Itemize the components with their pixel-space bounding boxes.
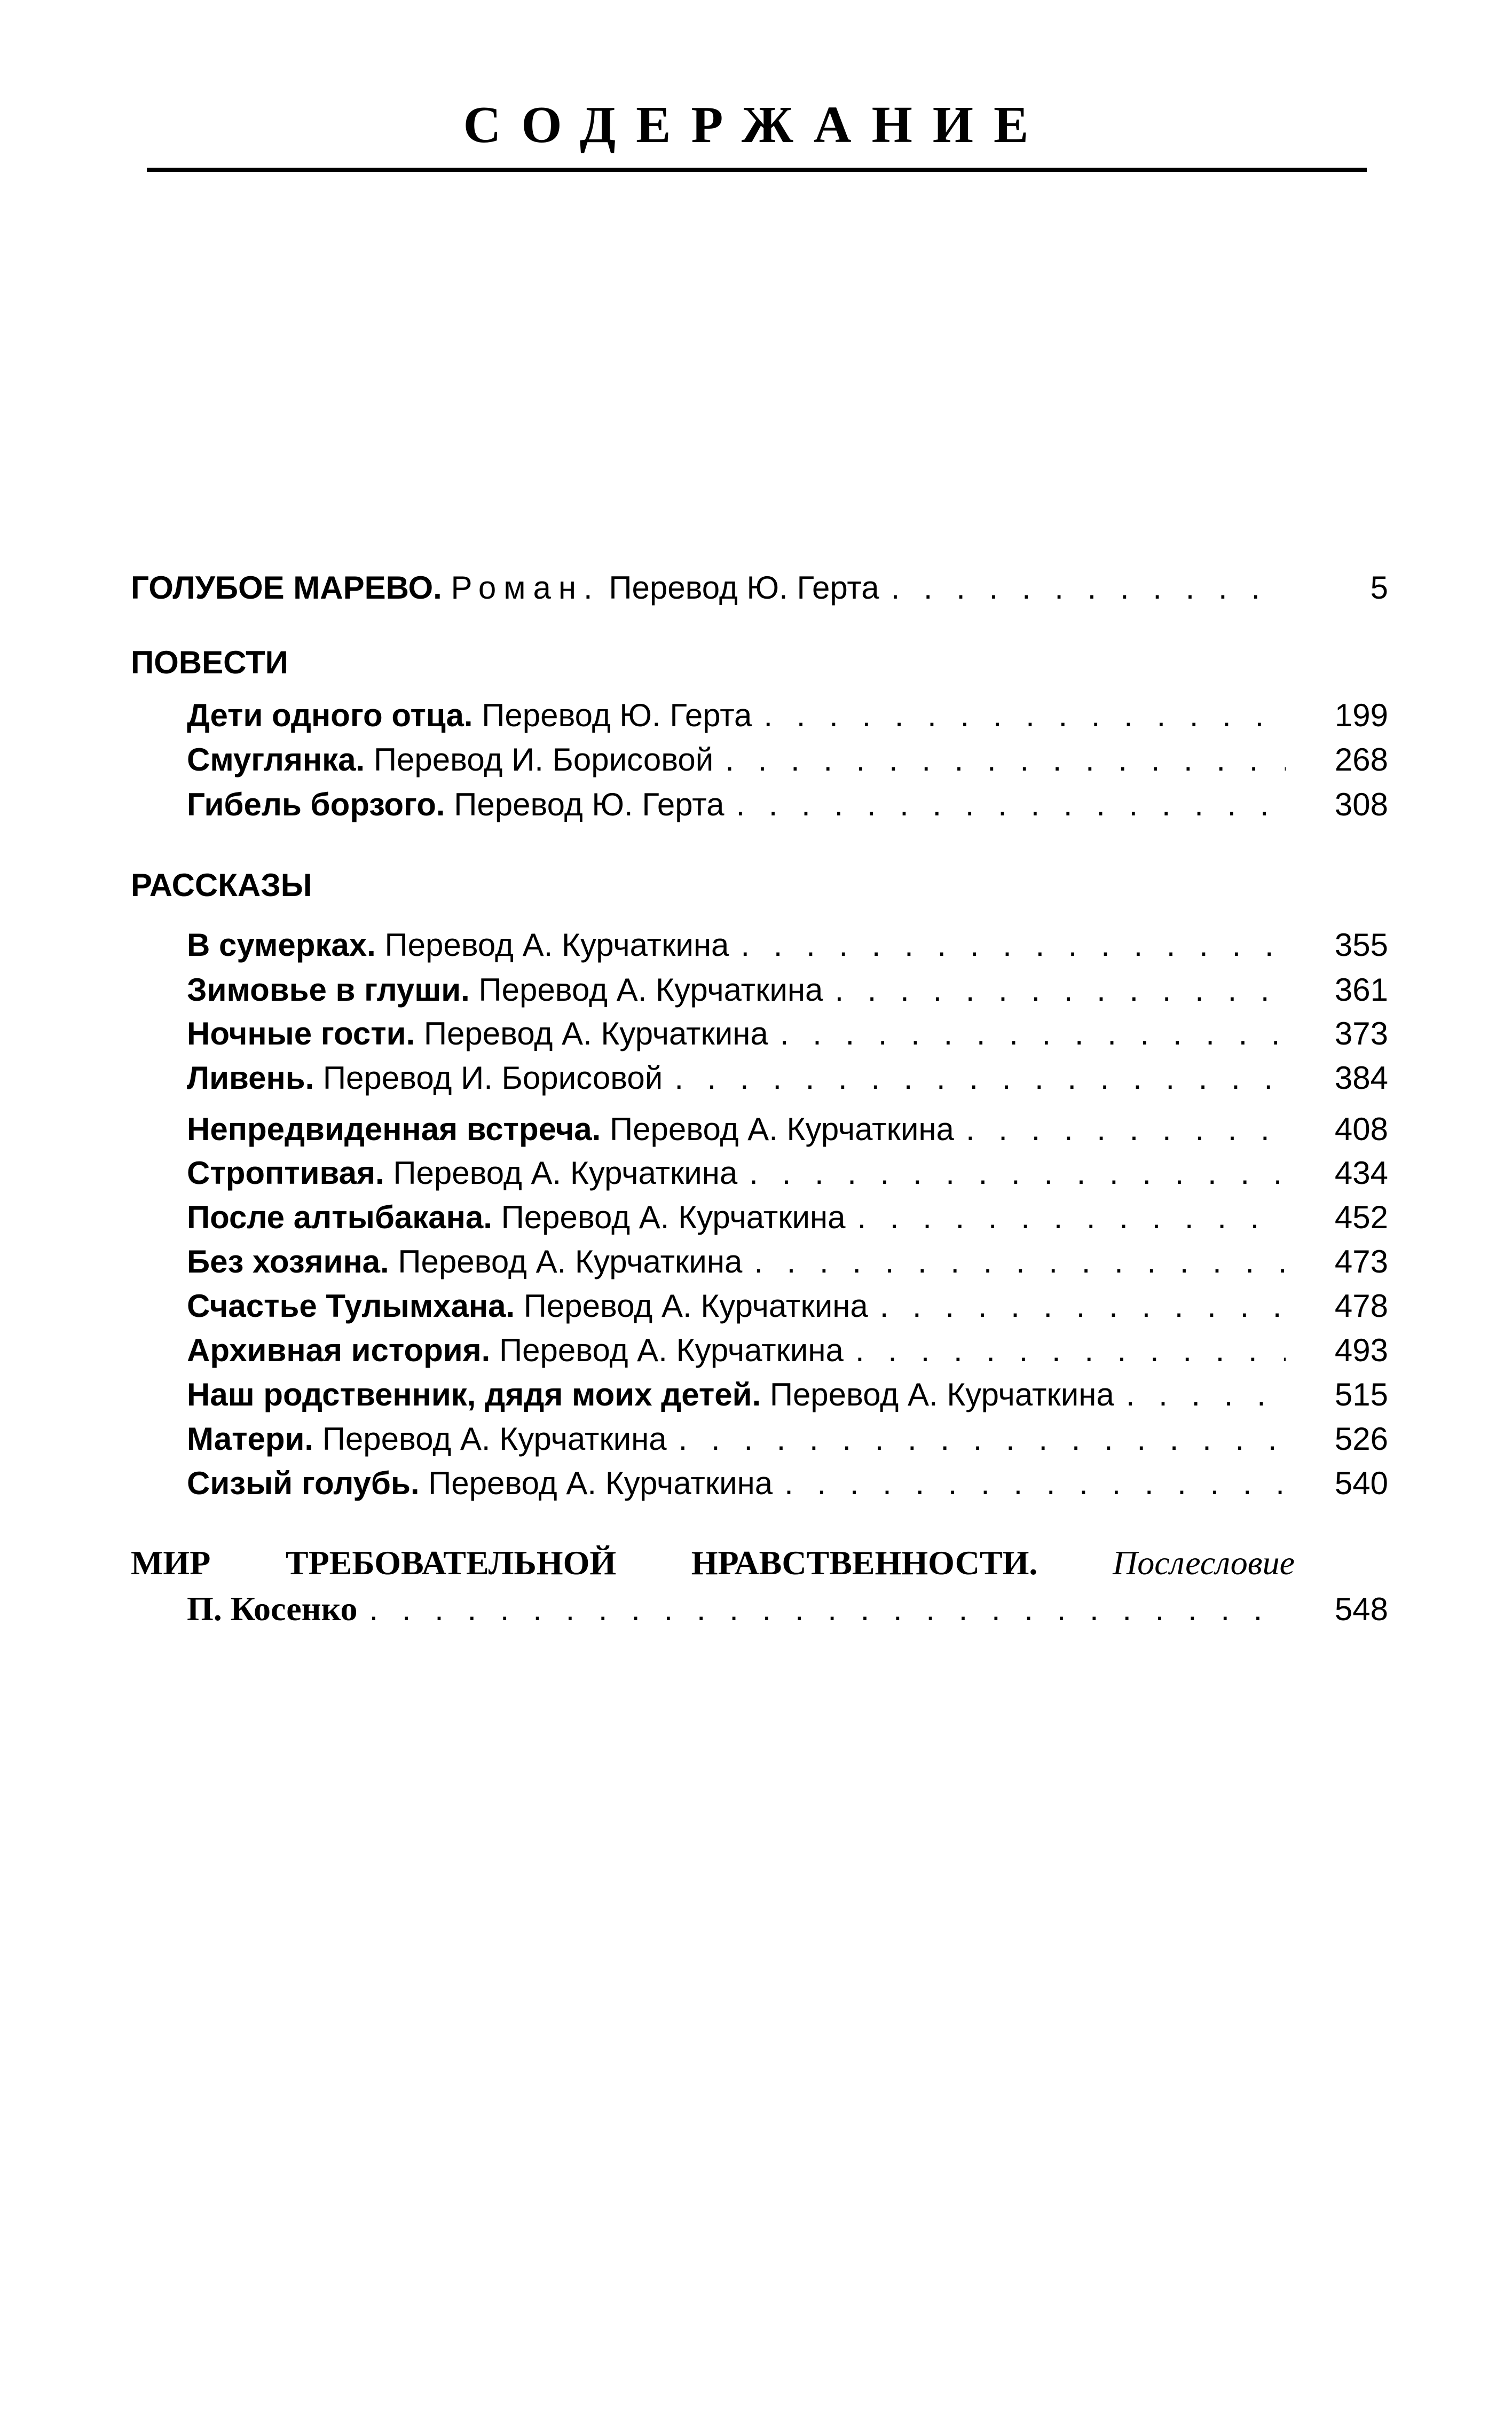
page-number: 308 [1334,787,1388,822]
entry-title: Смуглянка. [187,742,365,778]
entry-title: Дети одного отца. [187,697,473,733]
page-number: 540 [1334,1465,1388,1501]
toc-entry-label [187,1466,773,1501]
toc-entry[interactable] [187,1112,1388,1147]
entry-translator: Перевод А. Курчаткина [610,1111,954,1147]
entry-translator: Перевод А. Курчаткина [384,927,729,963]
section-heading-rasskazy: РАССКАЗЫ [131,867,312,903]
toc-entry[interactable] [187,1422,1388,1457]
page-number: 373 [1334,1016,1388,1051]
dot-leader [754,1244,1286,1279]
dot-leader [679,1422,1286,1457]
dot-leader [784,1466,1286,1501]
entry-translator: Перевод А. Курчаткина [499,1332,844,1368]
toc-entry-label [187,1061,663,1096]
dot-leader [834,972,1286,1008]
page-number: 526 [1334,1421,1388,1457]
entry-translator: Перевод А. Курчаткина [523,1288,868,1324]
dot-leader [674,1061,1286,1096]
toc-entry[interactable] [187,928,1388,963]
toc-entry-label [187,1112,954,1147]
toc-entry-label [187,1333,844,1368]
toc-entry-label [187,1422,667,1457]
dot-leader [891,570,1286,606]
page-number: 199 [1334,697,1388,733]
toc-entry-label [187,1200,846,1235]
toc-entry[interactable] [187,787,1388,822]
entry-translator: Перевод И. Борисовой [373,742,714,778]
entry-title: В сумерках. [187,927,376,963]
page-title: СОДЕРЖАНИЕ [463,96,1049,154]
page-number: 515 [1334,1377,1388,1412]
afterword-title-word: НРАВСТВЕННОСТИ. [691,1544,1038,1582]
toc-entry[interactable] [187,698,1388,733]
toc-entry-label [187,928,729,963]
dot-leader [880,1289,1286,1324]
page-number: 361 [1334,972,1388,1008]
dot-leader [725,742,1286,778]
novel-translator: Перевод Ю. Герта [609,570,879,606]
toc-entry-label [187,1156,737,1191]
entry-title: Ночные гости. [187,1016,415,1051]
entry-translator: Перевод А. Курчаткина [478,972,823,1008]
entry-title: Сизый голубь. [187,1465,420,1501]
toc-entry-label [187,698,752,733]
entry-title: Без хозяина. [187,1244,389,1279]
toc-entry[interactable] [187,1466,1388,1501]
page-number: 434 [1334,1155,1388,1191]
dot-leader [857,1200,1286,1235]
toc-entry-label [187,1016,768,1051]
page-number: 408 [1334,1111,1388,1147]
novel-genre: Роман. [451,570,600,606]
entry-title: Наш родственник, дядя моих детей. [187,1377,761,1412]
title-divider [147,168,1367,172]
dot-leader [966,1112,1286,1147]
toc-entry-label [187,742,713,778]
dot-leader [855,1333,1286,1368]
dot-leader [741,928,1286,963]
toc-entry[interactable] [187,1377,1388,1412]
toc-entry-label [187,787,724,822]
entry-title: Архивная история. [187,1332,491,1368]
dot-leader [736,787,1286,822]
entry-title: Счастье Тулымхана. [187,1288,515,1324]
page-number: 452 [1334,1199,1388,1235]
dot-leader [763,698,1286,733]
entry-translator: Перевод И. Борисовой [322,1060,663,1096]
page-number: 384 [1334,1060,1388,1096]
page-number: 5 [1370,570,1388,606]
toc-entry[interactable] [187,1016,1388,1051]
toc-entry-label [187,1377,1114,1412]
toc-entry[interactable] [187,1156,1388,1191]
entry-translator: Перевод А. Курчаткина [398,1244,743,1279]
entry-translator: Перевод А. Курчаткина [428,1465,773,1501]
entry-title: Гибель борзого. [187,787,445,822]
page-number: 493 [1334,1332,1388,1368]
entry-translator: Перевод Ю. Герта [482,697,752,733]
toc-entry-afterword[interactable] [187,1590,1388,1628]
afterword-title-word: МИР [131,1544,211,1582]
entry-title: Непредвиденная встреча. [187,1111,601,1147]
toc-entry[interactable] [187,1200,1388,1235]
toc-entry-afterword-title[interactable] [131,1544,1295,1582]
dot-leader [749,1156,1286,1191]
toc-entry-label [187,972,823,1008]
afterword-kind: Послесловие [1113,1544,1295,1582]
toc-entry[interactable] [187,742,1388,778]
toc-entry[interactable] [187,1061,1388,1096]
toc-entry[interactable] [187,1333,1388,1368]
entry-title: Ливень. [187,1060,314,1096]
page-number: 478 [1334,1288,1388,1324]
toc-entry[interactable] [187,1244,1388,1279]
dot-leader [1126,1377,1286,1412]
entry-title: Строптивая. [187,1155,384,1191]
page-number: 355 [1334,927,1388,963]
afterword-title-word: ТРЕБОВАТЕЛЬНОЙ [285,1544,617,1582]
section-heading-povesti: ПОВЕСТИ [131,645,288,680]
entry-translator: Перевод А. Курчаткина [769,1377,1114,1412]
entry-translator: Перевод А. Курчаткина [501,1199,846,1235]
toc-entry-label [187,1244,742,1279]
entry-translator: Перевод А. Курчаткина [393,1155,738,1191]
entry-translator: Перевод А. Курчаткина [423,1016,768,1051]
page-number: 548 [1334,1591,1388,1627]
page-number: 268 [1334,742,1388,778]
page-number: 473 [1334,1244,1388,1279]
dot-leader [369,1592,1286,1627]
entry-translator: Перевод А. Курчаткина [322,1421,667,1457]
toc-entry-novel[interactable] [131,570,1388,606]
toc-entry-label [187,1289,868,1324]
entry-title: Зимовье в глуши. [187,972,470,1008]
entry-title: После алтыбакана. [187,1199,492,1235]
entry-translator: Перевод Ю. Герта [454,787,724,822]
afterword-author: П. Косенко [187,1590,358,1628]
novel-title: ГОЛУБОЕ МАРЕВО. [131,570,442,606]
toc-entry[interactable] [187,1289,1388,1324]
entry-title: Матери. [187,1421,314,1457]
toc-entry[interactable] [187,972,1388,1008]
dot-leader [780,1016,1286,1051]
toc-entry-label [131,570,879,606]
